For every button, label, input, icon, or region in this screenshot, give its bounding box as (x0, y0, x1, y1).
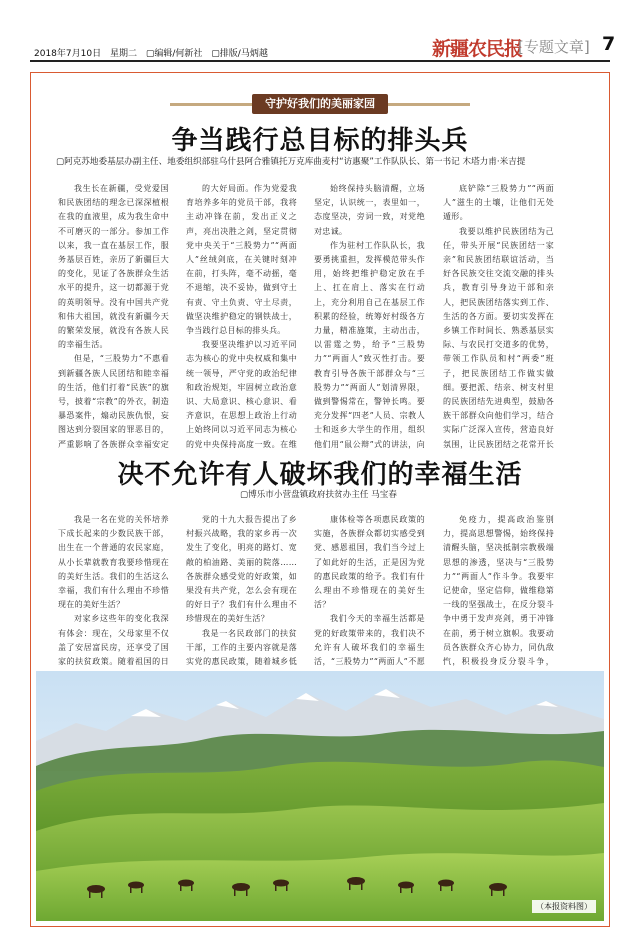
landscape-photo (36, 671, 604, 921)
column-text (443, 513, 554, 669)
issue-weekday: 星期二 (109, 49, 137, 59)
newspaper-logo: 新疆农民报 (432, 38, 523, 60)
paragraph: 作为驻村工作队队长，我要勇挑重担，发挥模范带头作用，始终把维护稳定放在手上、扛在肩上、落实在行动上，充分利用自己在基层工作积累的经验，统筹好村级各方力量，精准施策，主动出击，以雷霆之势，给予“三股势力”“两面人”致灭性打击。要教育引导各族干部群众与“三股势力”“两面人”划清界限，做到警惕常在，警钟长鸣。要充分发挥“四老”人员、宗教人士和返乡大学生的作用，组织他们用“鼠公辩”式的讲法，向 (314, 240, 425, 449)
article-1-column-3 (314, 182, 425, 452)
issue-meta (34, 46, 274, 59)
paragraph: 党的十九大报告提出了乡村振兴战略，我的家乡再一次发生了变化，明亮的路灯、宽敞的柏油路、美丽的院落……各族群众感受党的好政策，如果没有共产党，怎么会有现在的好日子？我们有什么理由不珍惜现在的美好生活？ (186, 515, 297, 624)
near-meadow (36, 853, 604, 921)
editor-credit: ▢编辑/何新社 (145, 49, 203, 59)
paragraph: 我们今天的幸福生活都是党的好政策带来的，我们决不允许有人破坏我们的幸福生活，“三股势力”“两面人”不愿 (314, 614, 425, 667)
article-2-column-4 (443, 513, 554, 669)
paragraph: 我是一名在党的关怀培养下成长起来的少数民族干部，出生在一个普通的农民家庭，从小长辈就教育我要珍惜现在的美好生活。我们的生活这么幸福，我们有什么理由不珍惜现在的美好生活？ (58, 515, 169, 610)
column-text (58, 513, 169, 669)
paragraph: 始终保持头脑清醒，立场坚定，认识统一，表里如一，态度坚决，旁词一致，对党绝对忠诚。 (314, 184, 425, 236)
paragraph: 但是，“三股势力”不惠看到新疆各族人民团结和睦幸福的生活，他们打着“民族”的旗号，披着“宗教”的外衣，制造暴恐案件，煽动民族仇恨，妄图达到分裂国家的罪恶目的，严重影响了各族群众幸福安定 (58, 354, 169, 449)
column-text (186, 182, 297, 452)
paragraph: 我是一名民政部门的扶贫干部，工作的主要内容就是落实党的惠民政策，随着城乡低 (186, 628, 297, 667)
paragraph: 对家乡这些年的变化我深有体会：现在，父母家里不仅盖了安居富民房，还享受了国家的扶贫政策。随着祖国的日 (58, 614, 169, 667)
article-2-column-3 (314, 513, 425, 669)
paragraph: 我生长在新疆，受党爱国和民族团结的理念已深深植根在我的血液里，成为我生命中不可磨灭的一部分。参加工作以来，我一直在基层工作，服务基层百姓，亲历了新疆巨大的变化，见证了各族群众生活水平的提升，这一切都源于党的英明领导。没有中国共产党和伟大祖国，就没有新疆今天的繁荣发展，就没有各族人民的幸福生活。 (58, 184, 169, 350)
layout-credit: ▢排版/马炳越 (211, 49, 268, 59)
section-label: [专题文章] (518, 38, 590, 56)
column-text (443, 182, 554, 452)
article-1-column-1 (58, 182, 169, 452)
article-1-column-4 (443, 182, 554, 452)
landscape-illustration (36, 671, 604, 921)
column-text (314, 513, 425, 669)
paragraph: 我要坚决维护以习近平同志为核心的党中央权威和集中统一领导，严守党的政治纪律和政治规矩，牢固树立政治意识、大局意识、核心意识、看齐意识，在思想上政治上行动上始终同以习近平同志为核心的党中央保持高度一致。在维 (186, 340, 297, 449)
paragraph: 的大好局面。作为党爱我育培养多年的党员干部，我将主动冲锋在前，发出正义之声，亮出决胜之剑，坚定贯彻党中央关于“三股势力”“两面人”丝绒剑底，在关键时刻冲在前，打头阵，毫不动摇，毫不退缩，决不妥协，做到守土有责、守土负责、守土尽责，做坚决维护稳定的钢铁战士，争当践行总目标的排头兵。 (186, 184, 297, 336)
column-text (58, 182, 169, 452)
page-header (0, 0, 640, 62)
paragraph: 底铲除“三股势力”“两面人”滋生的土壤，让他们无处遁形。 (443, 184, 554, 222)
article-2-byline: ▢博乐市小营盘镇政府扶贫办主任 马宝春 (240, 490, 397, 500)
article-2-column-2 (186, 513, 297, 669)
section-banner (170, 94, 470, 114)
photo-caption: （本报资料图） (532, 900, 596, 913)
column-text (186, 513, 297, 669)
article-2-column-1 (58, 513, 169, 669)
paragraph: 免疫力，提高政治鉴别力，提高思想警惕，始终保持清醒头脑，坚决抵制宗教极端思想的渗透，坚决与“三股势力”“两面人”作斗争。我要牢记使命，坚定信仰，做维稳第一线的坚强战士，在反分裂斗争中勇于发声亮剑，勇于冲锋在前，勇于树立旗帜。我要动员各族群众齐心协力，同仇敌忾，积极投身反分裂斗争， (443, 515, 554, 667)
issue-date: 2018年7月10日 (34, 49, 102, 59)
paragraph: 我要以维护民族团结为己任，带头开展“民族团结一家亲”和民族团结联谊活动，当好各民族交往交流交融的排头兵，教育引导身边干部和亲人，把民族团结落实到工作、生活的各方面。要切实发挥在乡镇工作时间长、熟悉基层实际、与农民打交道多的优势，带领工作队员和村“两委”班子，把民族团结工作做实做细。要把派、结亲、树支村里的民族团结先进典型，鼓励各族干部群众向他们学习，结合实际广泛深入宣传，营造良好氛围，让民族团结之花常开长 (443, 226, 554, 449)
article-1-byline: ▢阿克苏地委基层办副主任、地委组织部驻乌什县阿合雅镇托万克库曲麦村“访惠聚”工作队队长、第一书记 木塔力甫·米吉提 (56, 157, 526, 167)
paragraph: 康体检等各项惠民政策的实施，各族群众都切实感受到党、感恩祖国，我们当今过上了如此好的生活，正是因为党的惠民政策的给予。我们有什么理由不珍惜现在的美好生活？ (314, 515, 425, 610)
article-2-title: 决不允许有人破坏我们的幸福生活 (117, 460, 523, 490)
page-number: 7 (602, 33, 616, 55)
article-1-title: 争当践行总目标的排头兵 (171, 126, 469, 156)
banner-label: 守护好我们的美丽家园 (252, 94, 388, 114)
header-rule (30, 60, 610, 62)
article-1-column-2 (186, 182, 297, 452)
column-text (314, 182, 425, 452)
